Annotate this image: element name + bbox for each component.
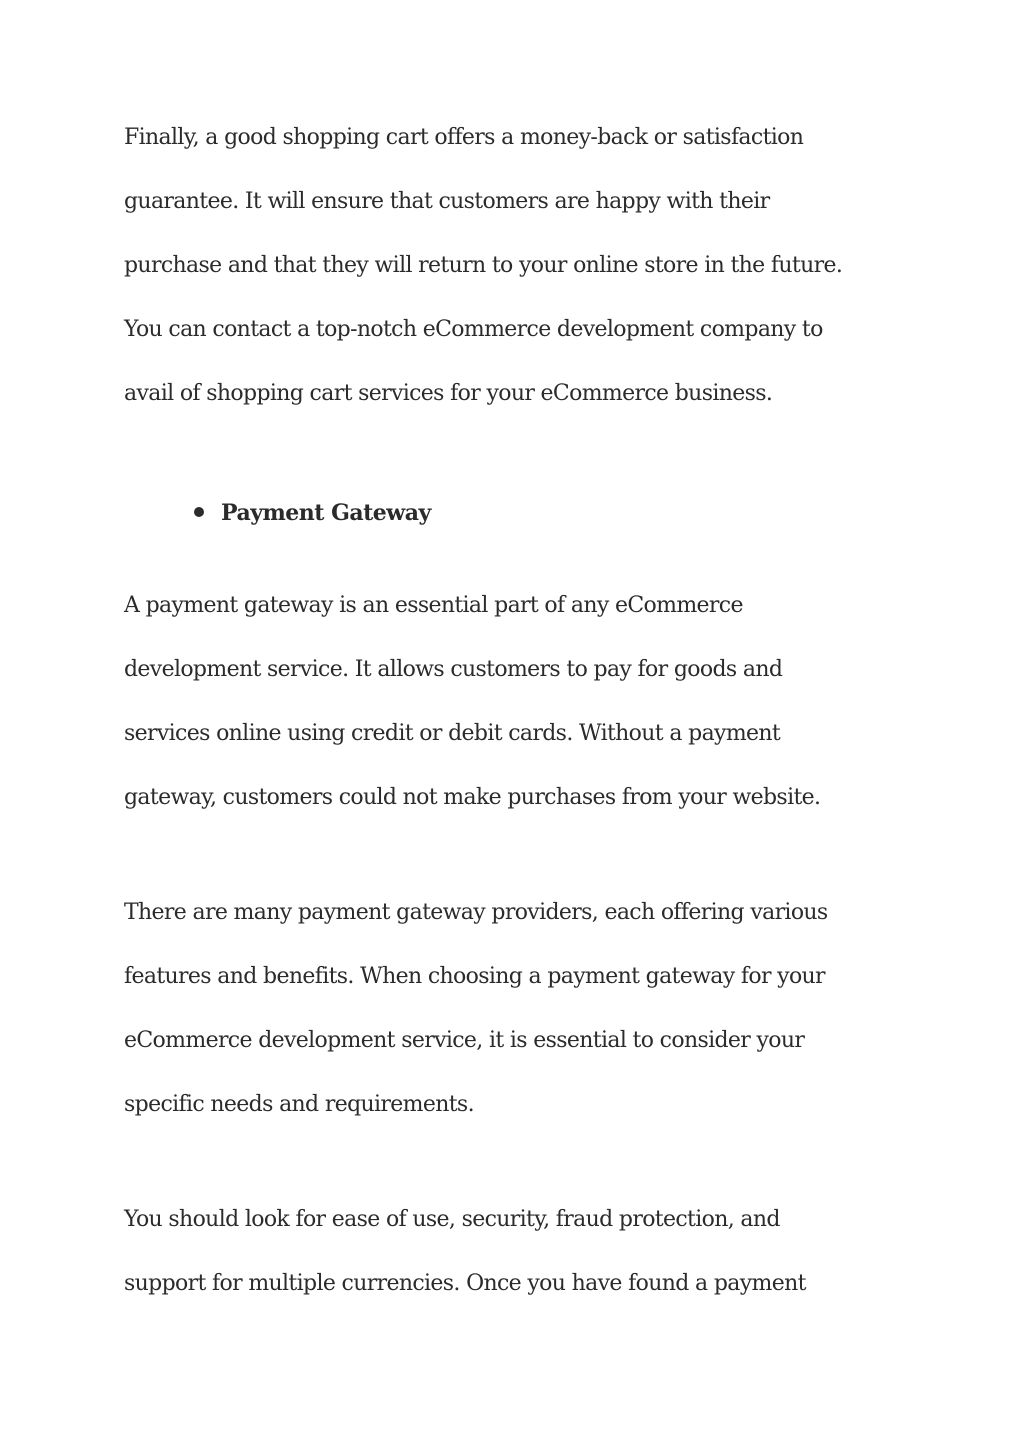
text-line: You should look for ease of use, security, fraud protection, and [124,1207,780,1232]
text-line: services online using credit or debit cards. Without a payment [124,721,781,746]
text-line: Finally, a good shopping cart offers a money-back or satisfaction [124,125,804,150]
text-line: You can contact a top-notch eCommerce development company to [124,317,823,342]
bullet-heading: Payment Gateway [221,500,431,526]
text-line: eCommerce development service, it is essential to consider your [124,1028,805,1053]
bullet-dot-icon [194,507,204,517]
text-line: A payment gateway is an essential part of any eCommerce [124,593,743,618]
text-line: specific needs and requirements. [124,1092,474,1117]
text-line: purchase and that they will return to your online store in the future. [124,253,843,278]
text-line: features and benefits. When choosing a payment gateway for your [124,964,825,989]
text-line: support for multiple currencies. Once you have found a payment [124,1271,806,1296]
bullet-item-payment-gateway [194,498,431,528]
text-line: gateway, customers could not make purchases from your website. [124,785,821,810]
text-line: There are many payment gateway providers, each offering various [124,900,828,925]
text-line: guarantee. It will ensure that customers are happy with their [124,189,770,214]
text-line: development service. It allows customers to pay for goods and [124,657,783,682]
text-line: avail of shopping cart services for your eCommerce business. [124,381,773,406]
